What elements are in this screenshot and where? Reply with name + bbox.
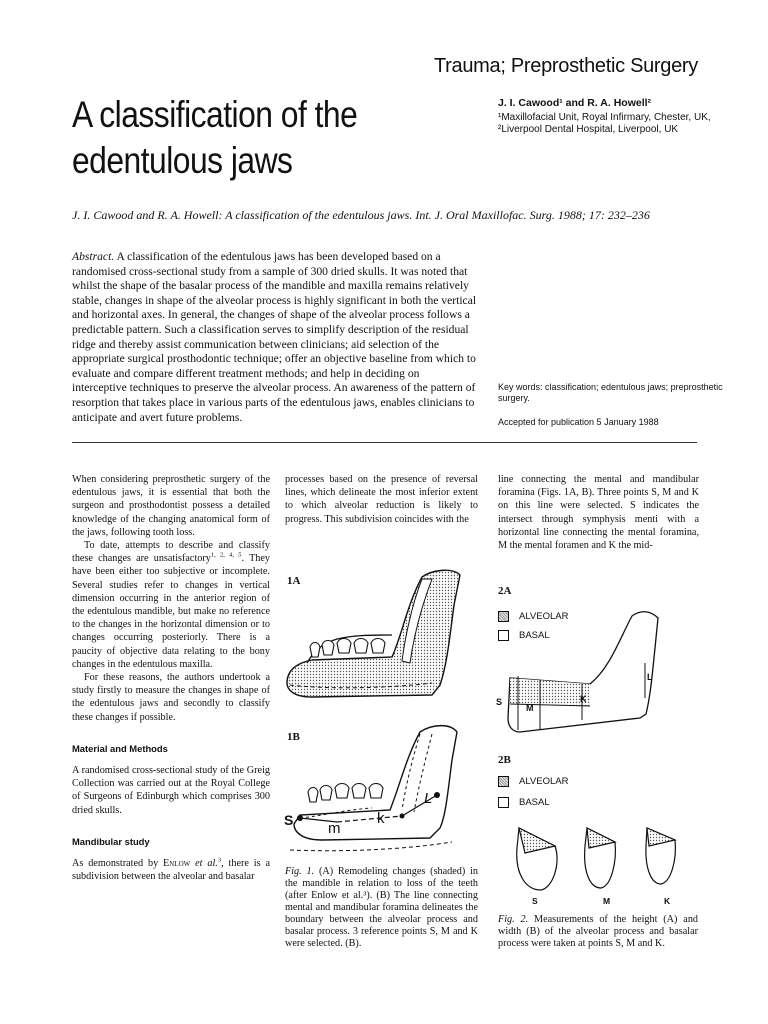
legend-label: BASAL [519,630,550,641]
caption-text: (A) Remodeling changes (shaded) in the mandible in relation to loss of the teeth (after Enlow et al.³). (B) The line connecting mental and mandibular foramina delineates the boundary between the alveolar process and basalar process. 3 reference points S, M and K were selected. (B). [285,866,478,949]
body-column-1 [72,473,270,883]
citation: J. I. Cawood and R. A. Howell: A classification of the edentulous jaws. Int. J. Oral Maxillofac. Surg. 1988; 17: 232–236 [72,208,650,222]
subsection-heading: Mandibular study [72,835,150,847]
abstract [72,250,477,425]
figure-2b-legend-alveolar [498,776,568,787]
figure-2b-point-k: K [664,896,671,906]
paragraph-text: . They have been either too subjective or incomplete. Several studies refer to changes in vertical dimension occurring in the anterior region of the edentulous mandible, but make no reference to the changes in the horizontal dimension or to changes occurring posteriorly. There is a paucity of objective data relating to the bony changes in the edentulous maxilla. [72,553,271,670]
figure-2a-point-s: S [496,697,503,707]
author-name: Enlow [163,858,191,870]
divider [72,442,697,443]
reference-marker: 1, 2, 4, 5 [210,551,242,559]
caption-text: Measurements of the height (A) and width (B) of the alveolar process and basalar process were taken at points S, M and K. [498,914,699,949]
figure-2a-mandible-drawing [500,608,700,758]
figure-1b-point-m: m [328,820,341,837]
body-column-2 [285,473,478,526]
figure-2b-label: 2B [498,754,511,766]
article-title: A classification of the edentulous jaws [72,94,358,181]
paragraph: For these reasons, the authors undertook a study firstly to measure the changes in shape of the edentulous jaws and secondly to classify these changes if possible. [72,672,270,723]
caption-lead: Fig. 2. [498,914,529,925]
paragraph-text: , there is a subdivision between the alveolar and basalar [72,858,270,883]
accepted-date: Accepted for publication 5 January 1988 [498,417,659,427]
paragraph: line connecting the mental and mandibular foramina (Figs. 1A, B). Three points S, M and K on this line were selected. S indicates the intersect through symphysis menti with a horizontal line connecting the mental foramina, M the mental foramen and K the mid- [498,474,699,552]
alveolar-swatch [498,776,509,787]
figure-2-caption [498,914,698,950]
abstract-lead: Abstract. [72,250,115,263]
figure-1b-mandible-drawing [282,720,482,860]
paragraph [72,539,270,671]
paragraph: When considering preprosthetic surgery of the edentulous jaws, it is essential that both the surgeon and prosthodontist possess a detailed knowledge of the changing anatomical form of the jaws, following tooth loss. [72,474,270,538]
caption-lead: Fig. 1. [285,866,315,877]
paragraph-text: To date, attempts to describe and classify these changes are unsatisfactory [72,540,270,565]
figure-1-caption [285,866,478,950]
figure-2a-point-l: L [647,672,653,682]
keywords: Key words: classification; edentulous jaws; preprosthetic surgery. [498,382,723,403]
author-affiliation: ¹Maxillofacial Unit, Royal Infirmary, Chester, UK, ²Liverpool Dental Hospital, Liverpool, UK [498,112,711,135]
paragraph: A randomised cross-sectional study of the Greig Collection was carried out at the Royal College of Surgeons of Edinburgh which comprises 300 dried skulls. [72,765,270,816]
figure-1a-label: 1A [287,575,301,587]
figure-1b-point-l: L [424,790,433,807]
legend-label: ALVEOLAR [519,776,569,787]
author-block [498,97,718,136]
figure-2b-cross-sections [505,818,695,898]
paragraph [72,857,270,883]
legend-label: ALVEOLAR [519,611,569,622]
figure-1b-point-s: S [284,812,294,828]
figure-1b-label: 1B [287,731,300,743]
paragraph-text: et al. [190,858,218,870]
body-column-3 [498,473,699,552]
figure-2a-point-m: M [526,703,534,713]
abstract-text: A classification of the edentulous jaws has been developed based on a randomised cross-sectional study from a sample of 300 dried skulls. It was noted that whilst the shape of the basalar process of the mandible and maxilla remains relatively stable, changes in shape of the alveolar process is highly significant in both the vertical and horizontal axes. In general, the changes of shape of the alveolar process follows a predictable pattern. Such a classification serves to simplify description of the residual ridge and thereby assist communication between clinicians; aid selection of the appropriate surgical prosthodontic technique; offer an objective baseline from which to evaluate and compare different treatment methods; and help in deciding on interceptive techniques to preserve the alveolar process. An awareness of the pattern of resorption that takes place in various parts of the edentulous jaws, enables clinicians to anticipate and avert future problems. [72,250,477,424]
section-heading: Material and Methods [72,742,168,754]
paragraph-text: As demonstrated by [72,858,164,870]
figure-1a-mandible-drawing [282,565,482,715]
legend-label: BASAL [519,797,550,808]
paragraph: processes based on the presence of reversal lines, which delineate the most inferior extent to which alveolar reduction is likely to progress. This subdivision coincides with the [285,474,478,525]
figure-2b-legend-basal [498,797,550,808]
reference-marker: 3 [217,856,222,864]
figure-2b-point-m: M [603,896,611,906]
basal-swatch [498,797,509,808]
figure-1b-point-k: k [377,810,385,827]
section-header: Trauma; Preprosthetic Surgery [434,55,698,77]
author-names: J. I. Cawood¹ and R. A. Howell² [498,97,652,109]
figure-2a-label: 2A [498,585,512,597]
figure-2a-point-k: K [580,694,587,704]
figure-2b-point-s: S [532,896,538,906]
